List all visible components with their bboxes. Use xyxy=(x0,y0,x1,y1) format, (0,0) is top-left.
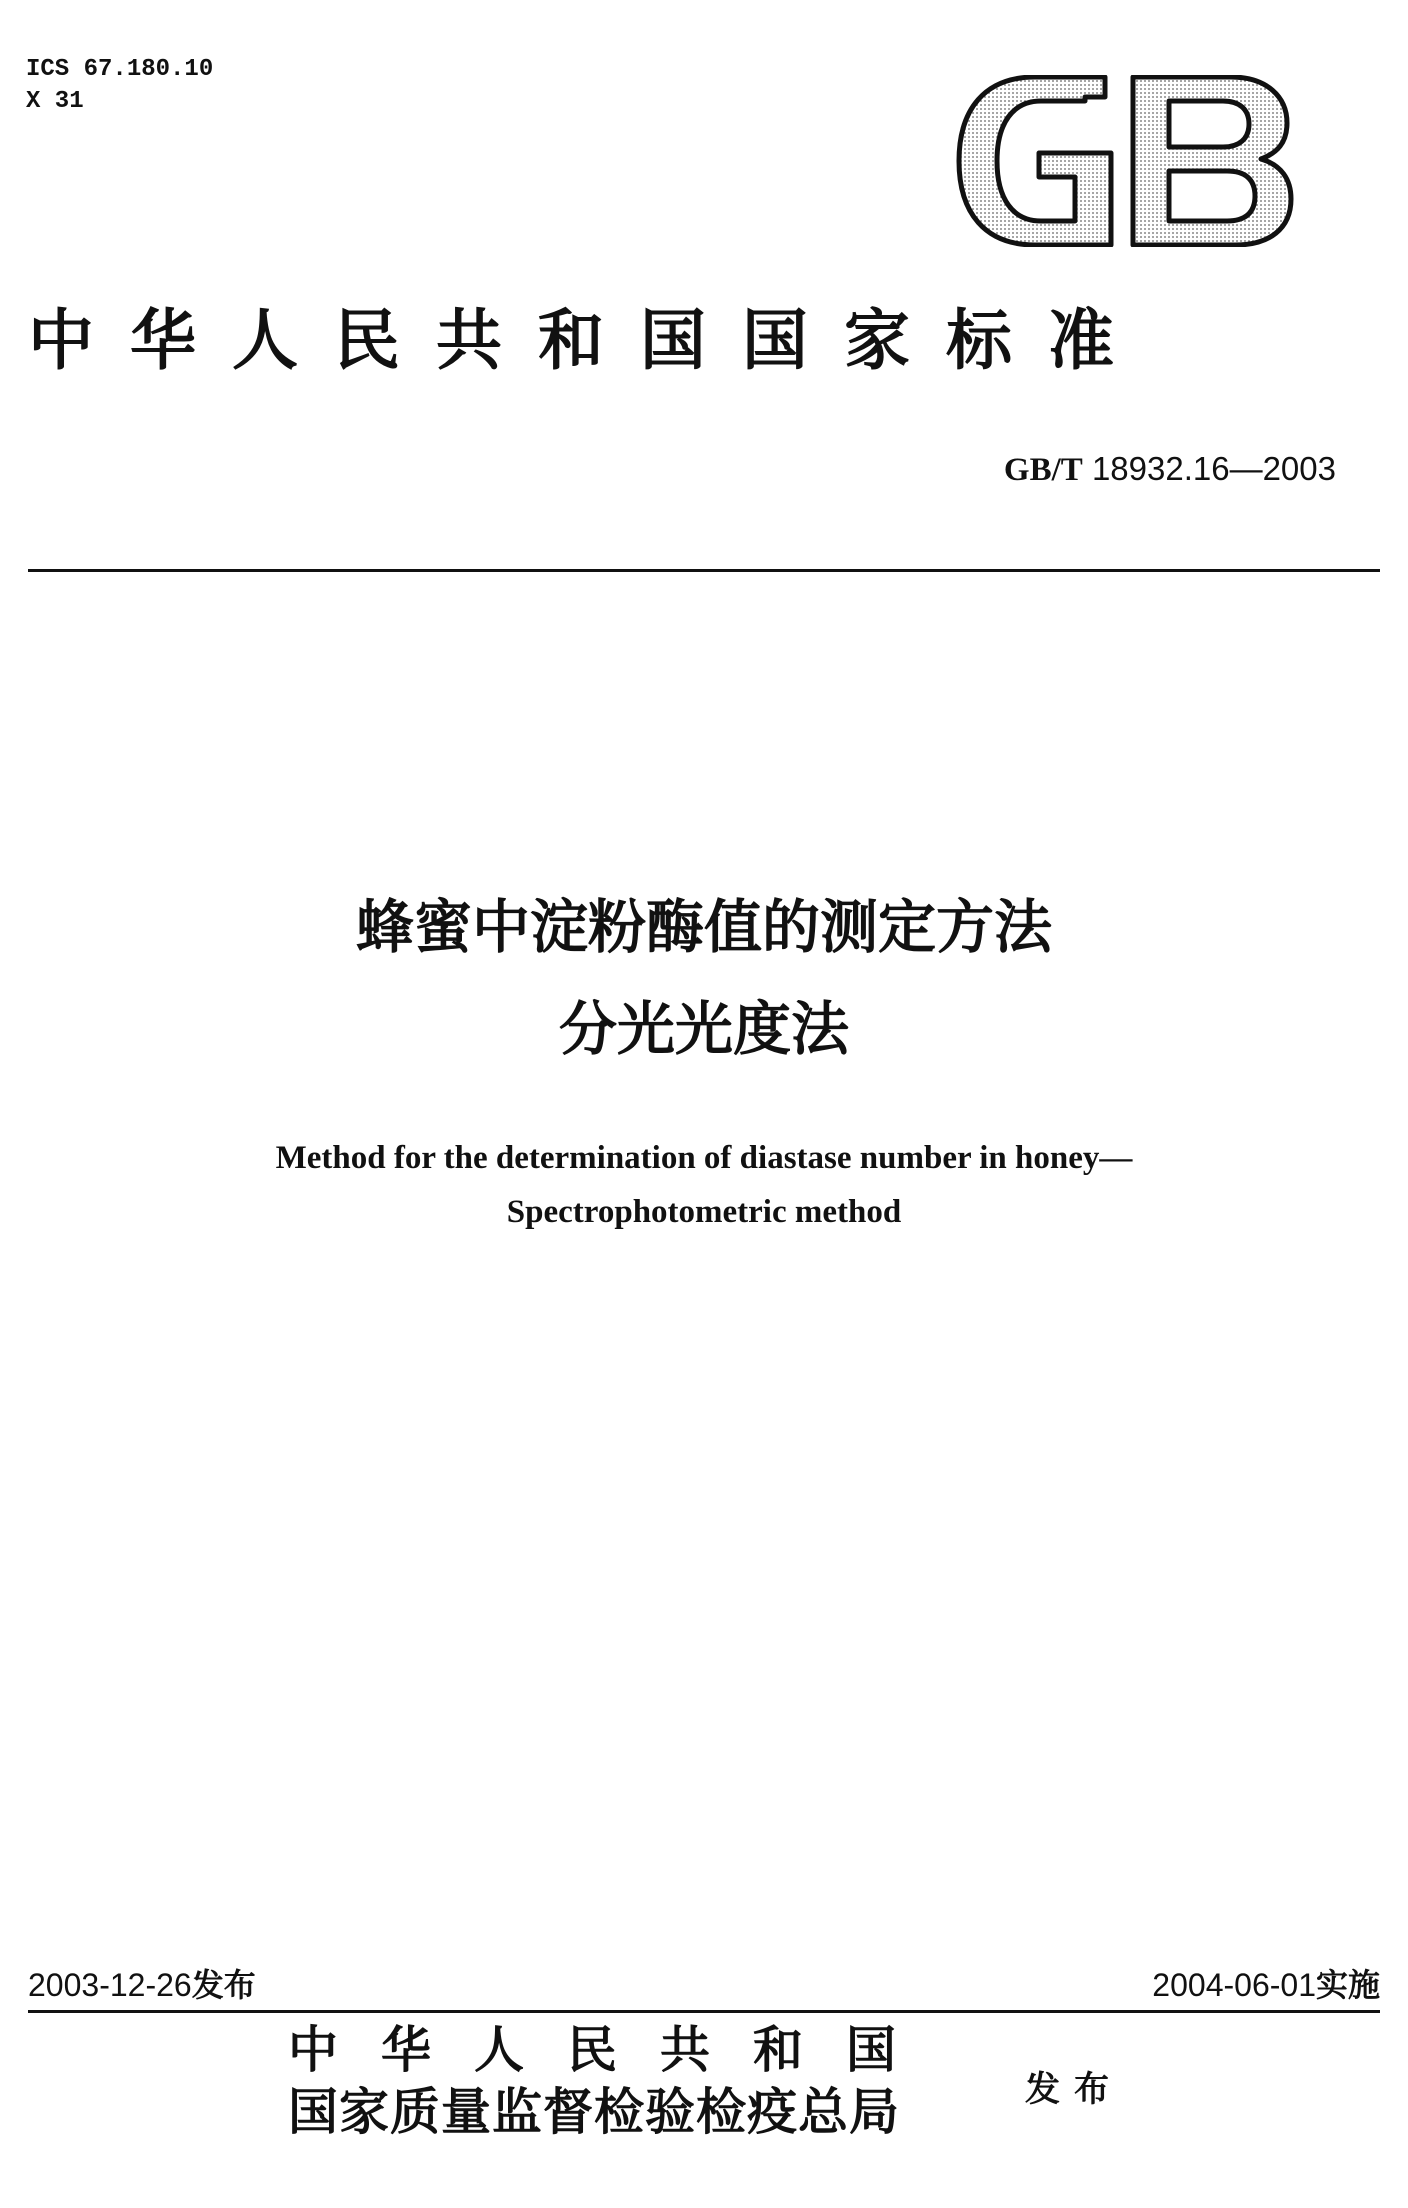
publish-date xyxy=(28,1960,256,2006)
category-code: X 31 xyxy=(26,88,84,115)
en-title-line2: Spectrophotometric method xyxy=(506,1194,902,1230)
cn-title-line2: 分光光度法 xyxy=(558,995,849,1063)
footer-divider xyxy=(28,2010,1380,2013)
standard-number-value: 18932.16—2003 xyxy=(1091,450,1336,487)
en-title-line1: Method for the determination of diastase number in honey— xyxy=(275,1140,1133,1176)
logo-text: GB xyxy=(955,75,957,76)
standard-org-title: 中华人民共和国国家标准 xyxy=(28,302,1150,379)
effective-date xyxy=(1152,1960,1380,2006)
gb-logo xyxy=(955,75,1295,247)
effective-date-value: 2004-06-01 xyxy=(1152,1967,1316,2003)
ics-code: ICS 67.180.10 xyxy=(26,56,214,83)
publish-date-value: 2003-12-26 xyxy=(28,1967,192,2003)
cn-title-line1: 蜂蜜中淀粉酶值的测定方法 xyxy=(355,893,1052,961)
standard-number xyxy=(1004,450,1336,489)
publish-label: 发布 xyxy=(191,1966,256,2004)
standard-number-prefix: GB/T xyxy=(1003,452,1083,488)
header-divider xyxy=(28,569,1380,572)
effective-label: 实施 xyxy=(1315,1966,1380,2004)
publisher-line1: 中华人民共和国 xyxy=(288,2020,939,2079)
issue-label: 发布 xyxy=(1025,2070,1124,2110)
classification-codes xyxy=(26,54,213,118)
publisher-line2: 国家质量监督检验检疫总局 xyxy=(288,2082,900,2141)
